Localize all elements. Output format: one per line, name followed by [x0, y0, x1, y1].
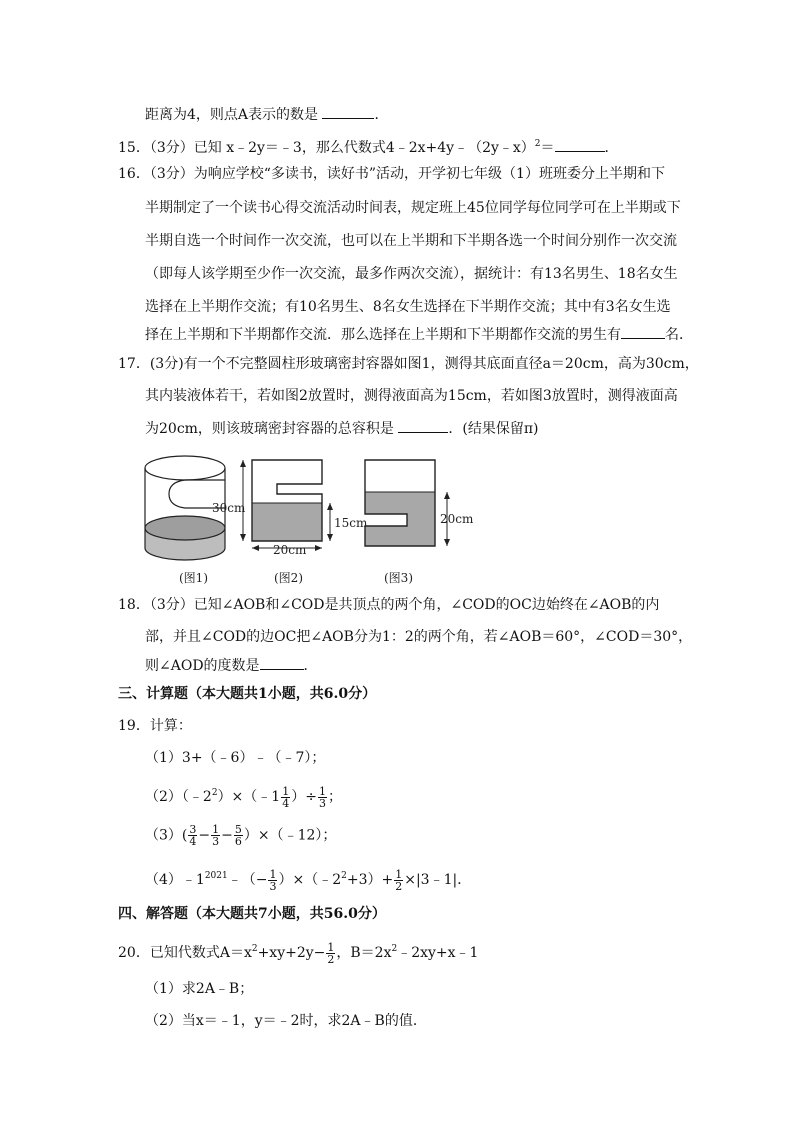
figure-2-caption: (图2) — [274, 571, 303, 585]
q19-part-2: $(2)(﹣2^2)\times(﹣1$ $\frac{1}{4}$ ）÷ $\frac{1}{3}$ ； — [145, 784, 342, 810]
label-20cm-fig2: 20cm — [273, 543, 307, 557]
q20-part-2: （2）当x＝﹣1，y＝﹣2时，求2A﹣B的值． — [145, 1013, 427, 1029]
figure-3 — [365, 460, 450, 546]
question-16-line-4: （即每人该学期至少作一次交流，最多作两次交流），据统计：有13名男生、18名女生 — [145, 266, 678, 282]
section-4-heading: 四、解答题（本大题共7小题，共56.0分） — [118, 906, 386, 922]
q14-continuation: 距离为4，则点A表示的数是 ． — [145, 104, 388, 125]
container-figures — [135, 448, 495, 588]
question-16-line-1: 16．（3分）为响应学校“多读书，读好书”活动，开学初七年级（1）班班委分上半期和下 — [118, 166, 665, 182]
question-18-line-2: 部，并且∠COD的边OC把∠AOB分为1：2的两个角，若∠AOB＝60°，∠COD＝30°， — [145, 629, 693, 645]
question-17-line-2: 其内装液体若干，若如图2放置时，测得液面高为15cm，若如图3放置时，测得液面高 — [145, 388, 678, 404]
answer-blank[interactable] — [621, 324, 665, 339]
q19-part-1: （1）3+（﹣6）﹣（﹣7）； — [145, 750, 326, 766]
section-3-heading: 三、计算题（本大题共1小题，共6.0分） — [118, 686, 377, 702]
answer-blank[interactable] — [260, 655, 304, 670]
figure-3-caption: (图3) — [384, 571, 413, 585]
question-16-line-2: 半期制定了一个读书心得交流活动时间表，规定班上45位同学每位同学可在上半期或下 — [145, 200, 681, 216]
question-17-line-3: 为20cm，则该玻璃密封容器的总容积是 ．(结果保留π) — [145, 418, 539, 439]
question-19: 19．计算： — [118, 718, 192, 734]
question-17-line-1: 17．(3分)有一个不完整圆柱形玻璃密封容器如图1，测得其底面直径a＝20cm，高为30cm， — [118, 356, 699, 372]
answer-blank[interactable] — [322, 104, 374, 119]
question-18-line-1: 18．（3分）已知∠AOB和∠COD是共顶点的两个角，∠COD的OC边始终在∠AOB的内 — [118, 597, 660, 613]
label-15cm: 15cm — [334, 516, 368, 530]
q20-part-1: （1）求2A﹣B； — [145, 981, 254, 997]
question-16-line-5: 选择在上半期作交流；有10名男生、8名女生选择在下半期作交流；其中有3名女生选 — [145, 299, 671, 315]
figure-1-caption: (图1) — [179, 571, 208, 585]
question-15: 15．（3分）已知 x﹣2y＝﹣3，那么代数式4﹣2x+4y﹣（2y﹣x）$^2$＝ ． — [118, 139, 619, 156]
question-16-line-3: 半期自选一个时间作一次交流，也可以在上半期和下半期各选一个时间分别作一次交流 — [145, 233, 677, 249]
label-30cm: 30cm — [212, 501, 246, 515]
answer-blank[interactable] — [555, 137, 605, 152]
q19-part-4: $(4)﹣1^{2021}﹣(-$ $\frac{1}{3}$ ）$\times(﹣2^2+3)+$ $\frac{1}{2}$ ×|3﹣1|． — [145, 867, 472, 893]
q19-part-3: （3）( $\frac{3}{4}$ − $\frac{1}{3}$ − $\frac{5}{6}$ ）×（﹣12）； — [145, 823, 337, 848]
question-20: 20．已知代数式$A=x^2+xy+2y-$ $\frac{1}{2}$ ，$B=2x^2﹣2xy+x﹣1$ — [118, 940, 479, 966]
answer-blank[interactable] — [398, 418, 448, 433]
label-20cm-fig3: 20cm — [440, 512, 474, 526]
question-18-line-3: 则∠AOD的度数是 ． — [145, 655, 318, 676]
figure-2 — [240, 460, 333, 551]
question-16-line-6: 择在上半期和下半期都作交流．那么选择在上半期和下半期都作交流的男生有 名． — [145, 324, 693, 345]
